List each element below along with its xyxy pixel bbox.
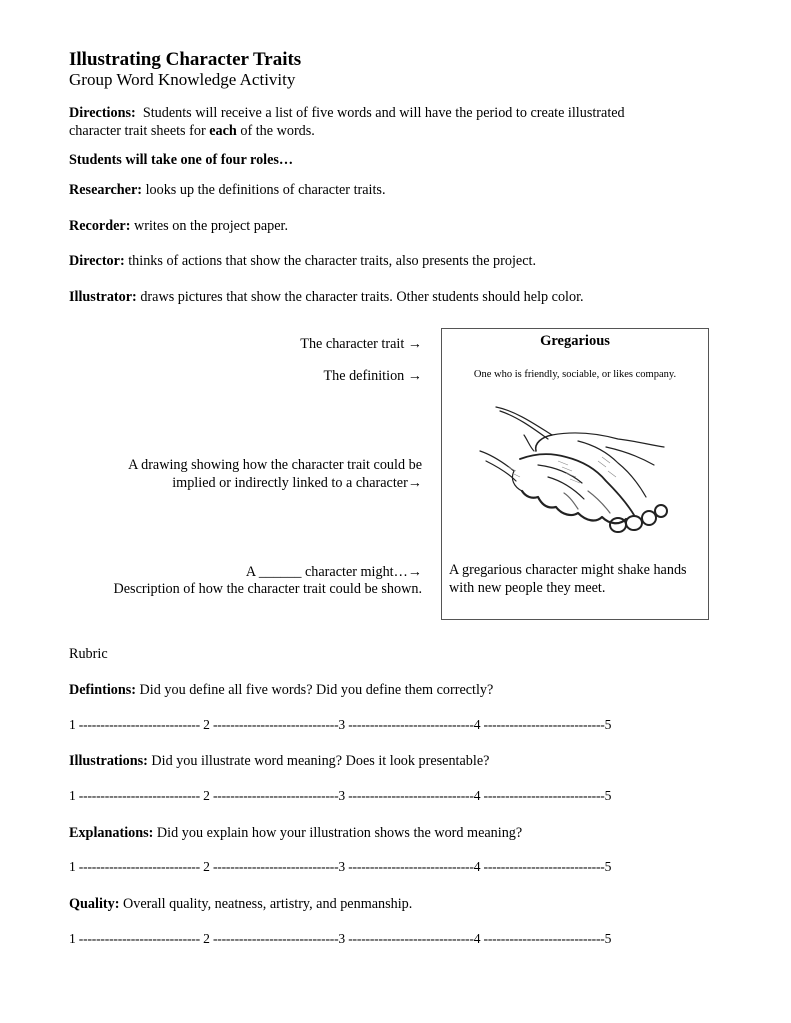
rating-scale: 1 ---------------------------- 2 -----------------------------3 -----------------------------4 ----------------------------5 [69,788,612,803]
role-text: writes on the project paper. [134,218,289,234]
directions-text-2c: of the words. [236,123,315,139]
directions-text-1: Students will receive a list of five words and will have the period to create illustrated [142,105,625,121]
rubric-item-explanations [69,824,522,842]
directions-text-2a: character trait sheets for [69,123,210,139]
rubric-item-illustrations [69,752,489,770]
handshake-drawing [478,401,668,551]
rating-scale: 1 ---------------------------- 2 -----------------------------3 -----------------------------4 ----------------------------5 [69,931,612,946]
example-box [441,328,709,620]
directions-line-2 [69,122,315,140]
rubric-label: Quality: [69,896,120,912]
rubric-label: Illustrations: [69,753,148,769]
role-label: Director: [69,253,125,269]
rubric-text: Overall quality, neatness, artistry, and penmanship. [123,896,413,912]
roles-heading: Students will take one of four roles… [69,152,294,168]
role-director [69,252,536,270]
guide-might-line-2: Description of how the character trait could be shown. [113,581,422,597]
role-label: Recorder: [69,218,131,234]
guide-drawing-line-1: A drawing showing how the character trait could be [128,457,422,473]
directions-emphasis: each [209,123,237,139]
rubric-text: Did you define all five words? Did you define them correctly? [136,682,494,698]
role-label: Researcher: [69,182,143,198]
role-illustrator [69,288,584,306]
rubric-label: Explanations: [69,825,154,841]
guide-trait: The character trait → [300,336,422,352]
role-text: draws pictures that show the character traits. Other students should help color. [140,289,584,305]
rubric-label: Defintions: [69,682,136,698]
guide-might-line-1: A ______ character might…→ [245,564,422,580]
guide-definition: The definition → [323,368,422,384]
role-researcher [69,181,386,199]
rubric-heading: Rubric [69,646,108,662]
page-title: Illustrating Character Traits [69,49,302,70]
rubric-item-definitions [69,681,493,699]
rubric-text: Did you illustrate word meaning? Does it look presentable? [147,753,490,769]
rating-scale: 1 ---------------------------- 2 -----------------------------3 -----------------------------4 ----------------------------5 [69,717,612,732]
page-subtitle: Group Word Knowledge Activity [69,70,296,89]
role-text: thinks of actions that show the character traits, also presents the project. [128,253,536,269]
example-word: Gregarious [540,333,610,349]
rubric-item-quality [69,895,412,913]
role-text: looks up the definitions of character traits. [145,182,386,198]
role-label: Illustrator: [69,289,137,305]
directions-line-1 [69,104,625,122]
role-recorder [69,217,288,235]
rubric-text: Did you explain how your illustration shows the word meaning? [156,825,523,841]
directions-label: Directions: [69,105,136,121]
example-sentence: A gregarious character might shake hands with new people they meet. [449,562,687,596]
guide-drawing-line-2: implied or indirectly linked to a character→ [172,475,422,491]
rating-scale: 1 ---------------------------- 2 -----------------------------3 -----------------------------4 ----------------------------5 [69,859,612,874]
example-definition: One who is friendly, sociable, or likes company. [473,369,677,380]
